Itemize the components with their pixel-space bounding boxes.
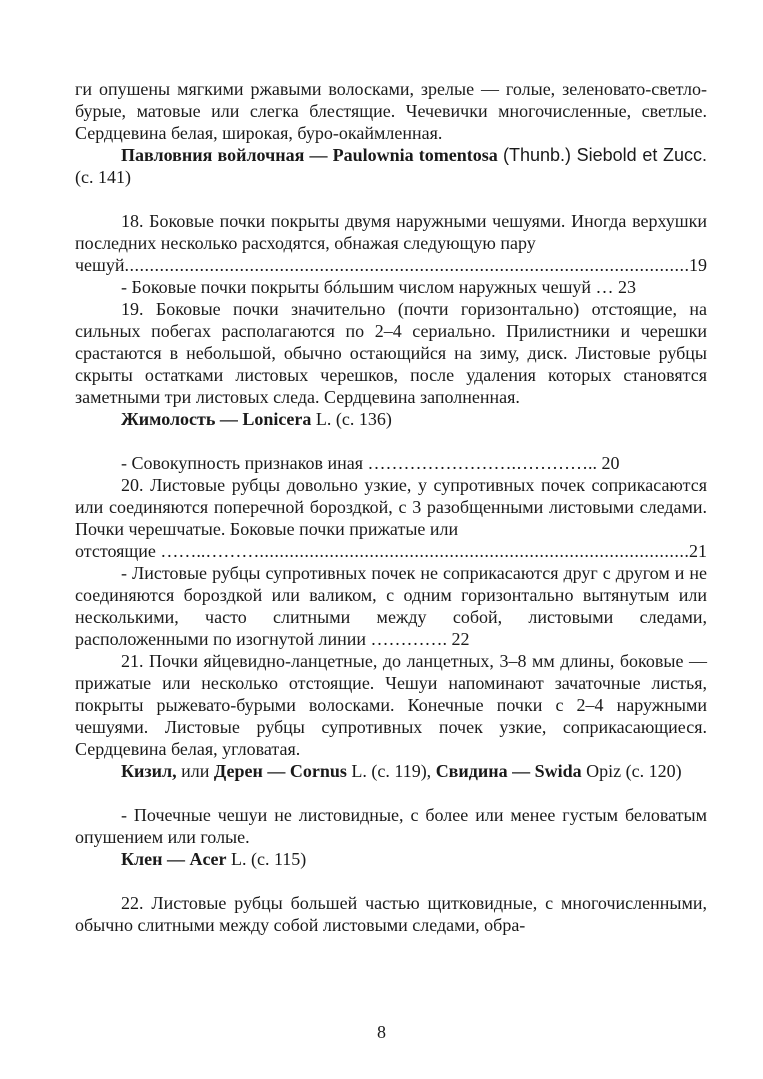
couplet-20-tail: отстоящие ……..……… bbox=[75, 541, 260, 561]
taxon-page-ref-1: (с. 119), bbox=[371, 761, 432, 781]
couplet-19-text: 19. Боковые почки значительно (почти горизонтально) отстоящие, на сильных побегах располагаются по 2–4 сериально. Прилистники и черешки срастаются в небольшой, обычно остающийся на зиму, диск. Листовые рубцы скрыты остатками листовых черешков, после удаления которых становятся заметными три листовых следа. Сердцевина заполненная. bbox=[75, 299, 707, 407]
couplet-18-text: 18. Боковые почки покрыты двумя наружными чешуями. Иногда верхушки последних несколько расходятся, обнажая следующую пару bbox=[75, 211, 707, 253]
taxon-author-1: L. bbox=[351, 761, 367, 781]
couplet-21-alt: - Почечные чешуи не листовидные, с более или менее густым беловатым опушением или голые. bbox=[75, 805, 707, 847]
taxon-name: Жимолость — Lonicera bbox=[121, 409, 312, 429]
taxon-name-2: Дерен — Cornus bbox=[213, 761, 347, 781]
taxon-acer bbox=[75, 848, 707, 870]
couplet-20-alt: - Листовые рубцы супротивных почек не соприкасаются друг с другом и не соединяются бороздкой или валиком, с одним горизонтально вытянутым или несколькими, часто слитными между собой, листовыми следами, расположенными по изогнутой линии …………. 22 bbox=[75, 563, 707, 649]
taxon-lonicera bbox=[75, 408, 707, 430]
taxon-name-3: Свидина — Swida bbox=[435, 761, 582, 781]
taxon-author-2: Opiz bbox=[586, 761, 622, 781]
couplet-18-alt: - Боковые почки покрыты бóльшим числом наружных чешуй … 23 bbox=[121, 277, 637, 297]
taxon-conjunction: или bbox=[181, 761, 210, 781]
dot-leader bbox=[125, 254, 689, 276]
couplet-20-text: 20. Листовые рубцы довольно узкие, у супротивных почек соприкасаются или соединяются поперечной бороздкой, с 3 разобщенными листовыми следами. Почки черешчатые. Боковые почки прижатые или bbox=[75, 475, 707, 539]
couplet-20-leader-line bbox=[75, 540, 707, 562]
couplet-20-goto: 21 bbox=[689, 541, 707, 561]
taxon-paulownia bbox=[75, 144, 707, 188]
couplet-22-text: 22. Листовые рубцы большей частью щитковидные, с многочисленными, обычно слитными между собой листовыми следами, обра- bbox=[75, 893, 707, 935]
page-body bbox=[75, 78, 707, 936]
couplet-21-text: 21. Почки яйцевидно-ланцетные, до ланцетных, 3–8 мм длины, боковые — прижатые или несколько отстоящие. Чешуи напоминают зачаточные листья, покрыты рыжевато-бурыми волосками. Конечные почки с 2–4 наружными чешуями. Листовые рубцы супротивных почек узкие, соприкасающиеся. Сердцевина белая, угловатая. bbox=[75, 651, 707, 759]
page-number: 8 bbox=[377, 1022, 386, 1042]
taxon-page-ref: (с. 115) bbox=[250, 849, 307, 869]
taxon-name: Павловния войлочная — Paulownia tomentosa bbox=[121, 145, 498, 165]
taxon-author: L. bbox=[315, 409, 332, 429]
couplet-19-alt: - Совокупность признаков иная …………………….………….. 20 bbox=[121, 453, 620, 473]
taxon-author: (Thunb.) Siebold et Zucc. bbox=[502, 145, 707, 165]
couplet-18-goto: 19 bbox=[689, 255, 707, 275]
taxon-page-ref: (с. 136) bbox=[335, 409, 392, 429]
taxon-page-ref: (с. 141) bbox=[75, 167, 131, 187]
couplet-18-leader-line bbox=[75, 254, 707, 276]
taxon-author: L. bbox=[230, 849, 247, 869]
dot-leader bbox=[259, 540, 689, 562]
taxon-cornus-swida bbox=[75, 760, 707, 782]
taxon-name: Клен — Acer bbox=[121, 849, 227, 869]
taxon-page-ref-2: (с. 120) bbox=[625, 761, 682, 781]
paragraph-continued: ги опушены мягкими ржавыми волосками, зрелые — голые, зеленовато-светло-бурые, матовые или слегка блестящие. Чечевички многочисленные, светлые. Сердцевина белая, широкая, буро-окаймленная. bbox=[75, 79, 707, 143]
couplet-18-tail: чешуй bbox=[75, 255, 125, 275]
taxon-name-1: Кизил, bbox=[121, 761, 177, 781]
